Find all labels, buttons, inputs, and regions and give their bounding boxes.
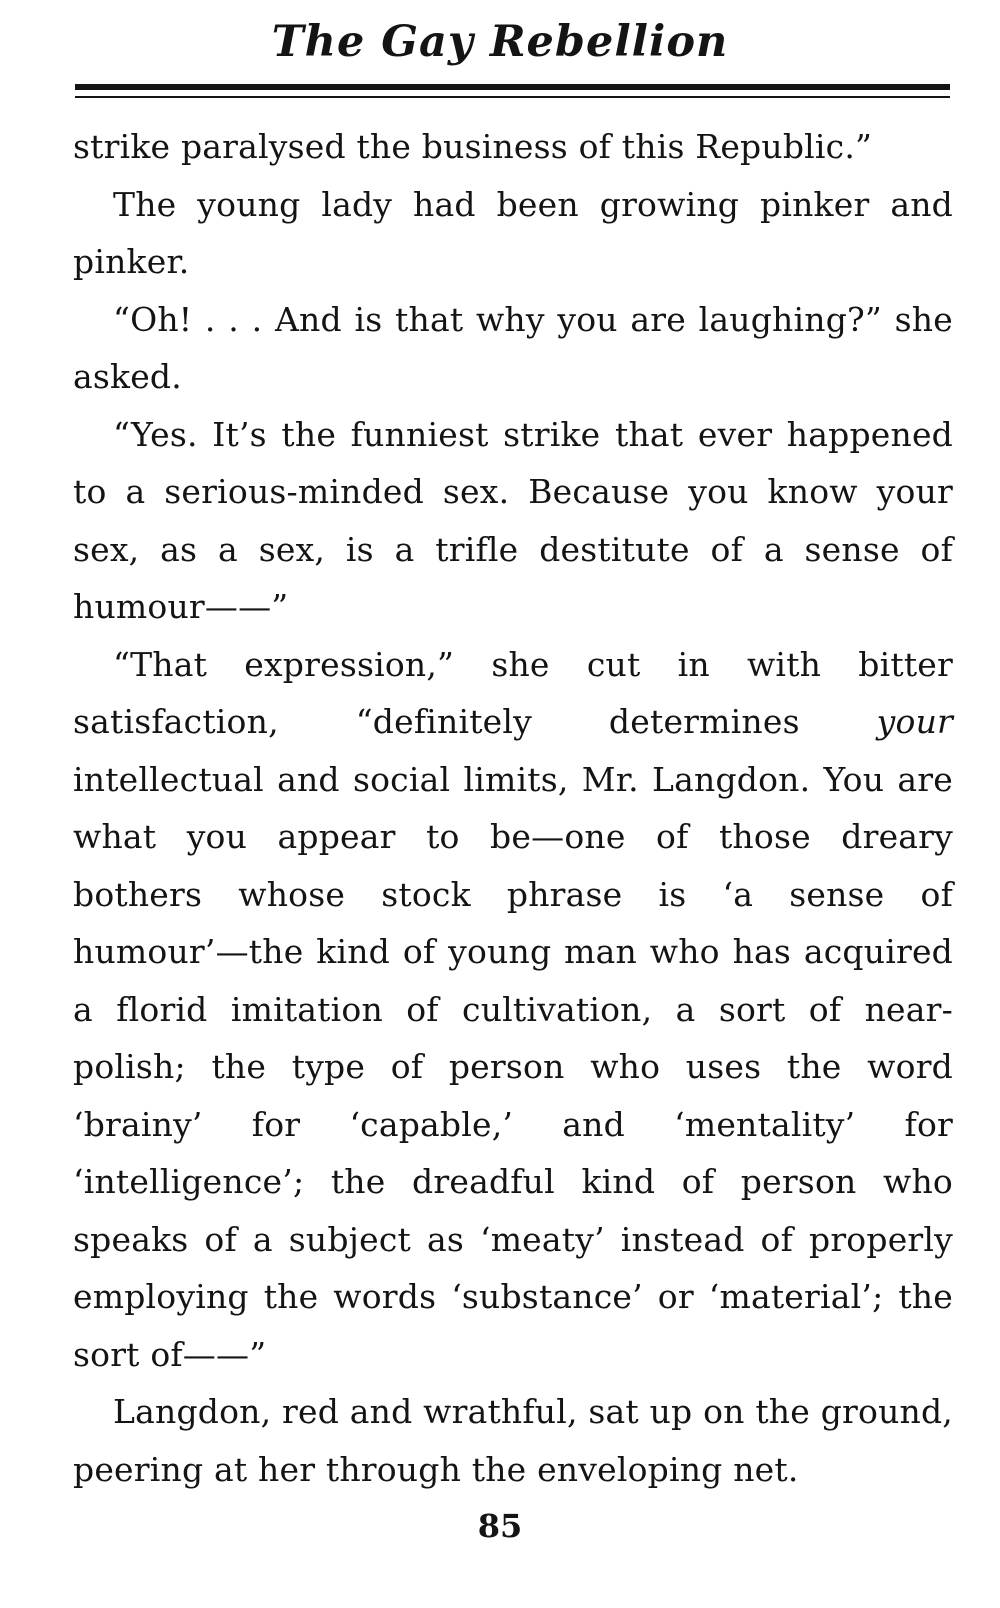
paragraph-3: “Oh! . . . And is that why you are laughing?” she asked.: [73, 299, 953, 396]
header-rule-thin: [75, 96, 950, 98]
header-rule-thick: [75, 84, 950, 90]
paragraph-4: “Yes. It’s the funniest strike that ever happened to a serious-minded sex. Because you know your sex, as a sex, is a trifle destitute of a sense of humour——”: [73, 414, 953, 626]
paragraph-5-part-2: intellectual and social limits, Mr. Langdon. You are what you appear to be—one of those dreary bothers whose stock phrase is ‘a sense of humour’—the kind of young man who has acquired a florid imitation of cultivation, a sort of near-polish; the type of person who uses the word ‘brainy’ for ‘capable,’ and ‘mentality’ for ‘intelligence’; the dreadful kind of person who speaks of a subject as ‘meaty’ instead of properly employing the words ‘substance’ or ‘material’; the sort of——”: [73, 759, 953, 1374]
paragraph-1: strike paralysed the business of this Republic.”: [73, 127, 873, 166]
page-body: [73, 118, 953, 1498]
paragraph-2: The young lady had been growing pinker and pinker.: [73, 184, 953, 281]
page-number: 85: [477, 1507, 523, 1545]
running-title: The Gay Rebellion: [271, 17, 729, 67]
paragraph-5: [73, 636, 953, 1384]
paragraph-5-part-1: “That expression,” she cut in with bitter satisfaction, “definitely determines: [73, 644, 953, 741]
paragraph-6: Langdon, red and wrathful, sat up on the ground, peering at her through the enveloping net.: [73, 1392, 953, 1489]
emphasis-your: your: [876, 702, 953, 741]
